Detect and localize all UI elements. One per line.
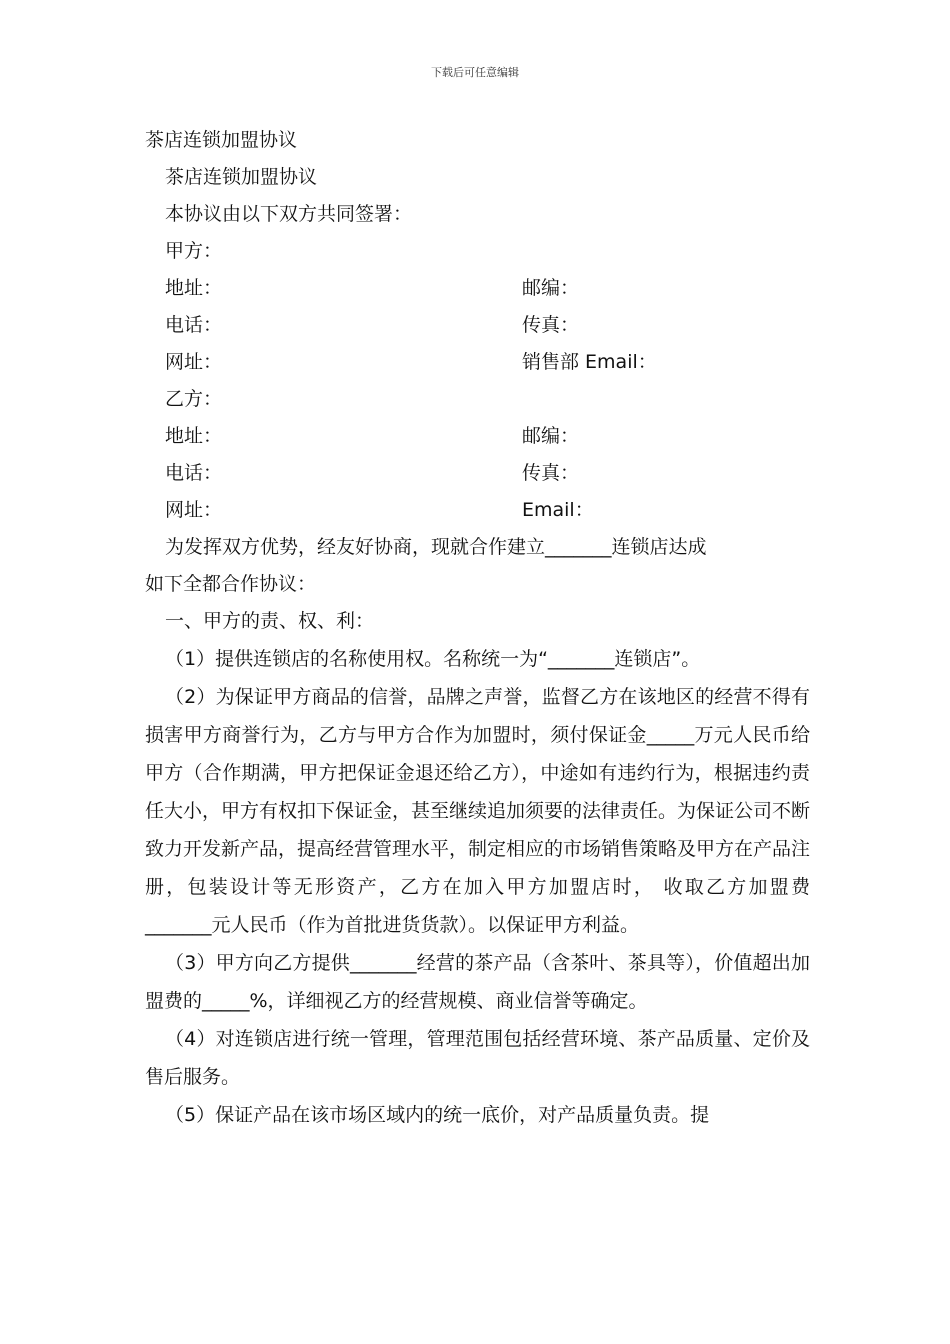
party-b-website-label: 网址： bbox=[165, 499, 223, 521]
party-a-row-phone bbox=[145, 307, 810, 344]
party-a-address-label: 地址： bbox=[165, 277, 223, 299]
party-a-phone-label: 电话： bbox=[165, 314, 223, 336]
party-a-label: 甲方： bbox=[165, 240, 223, 262]
clause-item-1: （1）提供连锁店的名称使用权。名称统一为“_______连锁店”。 bbox=[165, 648, 701, 670]
page-header: 下载后可任意编辑 bbox=[431, 66, 519, 79]
party-b-fax-label: 传真： bbox=[522, 462, 580, 484]
document-body bbox=[145, 122, 810, 1134]
document-subtitle: 茶店连锁加盟协议 bbox=[165, 166, 318, 188]
party-b-row-phone bbox=[145, 455, 810, 492]
intro-line: 本协议由以下双方共同签署： bbox=[165, 203, 413, 225]
party-a-postcode-label: 邮编： bbox=[522, 277, 580, 299]
party-b-phone-label: 电话： bbox=[165, 462, 223, 484]
clause-item-5: （5）保证产品在该市场区域内的统一底价，对产品质量负责。提 bbox=[165, 1104, 710, 1126]
party-a-email-label: 销售部 Email： bbox=[522, 351, 657, 373]
party-b-row-web bbox=[145, 492, 810, 529]
clause-item-3: （3）甲方向乙方提供_______经营的茶产品（含茶叶、茶具等），价值超出加盟费的_____%，详细视乙方的经营规模、商业信誉等确定。 bbox=[145, 952, 810, 1012]
party-b-postcode-label: 邮编： bbox=[522, 425, 580, 447]
party-a-row-address bbox=[145, 270, 810, 307]
document-title: 茶店连锁加盟协议 bbox=[145, 129, 298, 151]
clause-list bbox=[145, 640, 810, 1134]
party-b-email-label: Email： bbox=[522, 499, 594, 521]
clause-item-4: （4）对连锁店进行统一管理，管理范围包括经营环境、茶产品质量、定价及售后服务。 bbox=[145, 1028, 810, 1088]
clause-item-2: （2）为保证甲方商品的信誉，品牌之声誉，监督乙方在该地区的经营不得有损害甲方商誉行为，乙方与甲方合作为加盟时，须付保证金_____万元人民币给甲方（合作期满，甲方把保证金退还给乙方），中途如有违约行为，根据违约责任大小，甲方有权扣下保证金，甚至继续追加须要的法律责任。为保证公司不断致力开发新产品，提高经营管理水平，制定相应的市场销售策略及甲方在产品注册，包装设计等无形资产，乙方在加入甲方加盟店时， 收取乙方加盟费 _______元人民币（作为首批进货货款）。以保证甲方利益。 bbox=[145, 686, 811, 936]
party-a-row-web bbox=[145, 344, 810, 381]
party-b-label: 乙方： bbox=[165, 388, 223, 410]
preamble-line-2: 如下全都合作协议： bbox=[145, 573, 317, 595]
party-a-website-label: 网址： bbox=[165, 351, 223, 373]
party-b-address-label: 地址： bbox=[165, 425, 223, 447]
preamble-line-1: 为发挥双方优势，经友好协商，现就合作建立_______连锁店达成 bbox=[165, 536, 707, 558]
party-b-row-address bbox=[145, 418, 810, 455]
section-heading-1: 一、甲方的责、权、利： bbox=[165, 610, 375, 632]
party-a-fax-label: 传真： bbox=[522, 314, 580, 336]
